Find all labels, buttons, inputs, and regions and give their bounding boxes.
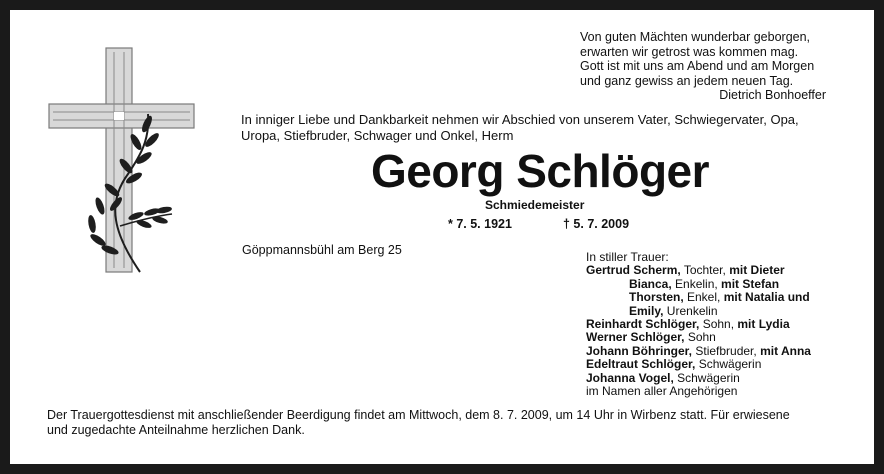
mourner-name: mit Dieter	[729, 263, 785, 278]
mourner-name: mit Stefan	[721, 276, 780, 291]
mourner-name: Thorsten,	[629, 290, 684, 305]
poem-line: erwarten wir getrost was kommen mag.	[580, 44, 799, 59]
mourner-relation: Enkel,	[683, 290, 724, 305]
mourner-row	[586, 305, 856, 318]
mourner-name: mit Anna	[760, 343, 811, 358]
poem-line: Von guten Mächten wunderbar geborgen,	[580, 30, 811, 44]
mourner-name: Bianca,	[629, 276, 672, 291]
mourner-name: Edeltraut Schlöger,	[586, 357, 696, 372]
intro-line: In inniger Liebe und Dankbarkeit nehmen wir Abschied von unserem Vater, Schwiegervater, Opa,	[241, 112, 799, 127]
mourner-row	[586, 331, 856, 344]
intro-text	[241, 112, 841, 144]
mourner-relation: Tochter,	[680, 263, 730, 278]
poem-author: Dietrich Bonhoeffer	[719, 88, 826, 102]
mourner-row	[586, 385, 856, 398]
footer-line: Der Trauergottesdienst mit anschließender Beerdigung findet am Mittwoch, dem 8. 7. 2009, um 14 Uhr in Wirbenz statt. Für erwiesene	[47, 408, 790, 422]
death-date: † 5. 7. 2009	[563, 217, 630, 231]
mourner-name: Johann Böhringer,	[586, 343, 693, 358]
poem-line: und ganz gewiss an jedem neuen Tag.	[580, 73, 794, 88]
mourner-row	[586, 318, 856, 331]
mourner-relation: Stiefbruder,	[692, 343, 761, 358]
deceased-name: Georg Schlöger	[370, 145, 710, 197]
footer-text	[47, 408, 847, 438]
mourner-relation: im Namen aller Angehörigen	[586, 384, 738, 399]
mourner-row	[586, 372, 856, 385]
poem-line: Gott ist mit uns am Abend und am Morgen	[580, 59, 815, 73]
mourners-heading: In stiller Trauer:	[586, 250, 669, 264]
cross-with-palm-branch-icon	[44, 44, 204, 276]
mourner-name: Emily,	[629, 303, 664, 318]
address: Göppmannsbühl am Berg 25	[242, 243, 402, 257]
deceased-profession: Schmiedemeister	[485, 198, 585, 212]
mourner-row	[586, 291, 856, 304]
mourner-row	[586, 278, 856, 291]
mourner-relation: Schwägerin	[695, 357, 762, 372]
mourners-list	[586, 251, 856, 398]
mourner-relation: Sohn,	[699, 317, 738, 332]
mourner-row	[586, 345, 856, 358]
mourner-relation: Schwägerin	[673, 370, 740, 385]
poem-block	[580, 30, 840, 103]
mourner-relation: Sohn	[684, 330, 716, 345]
cross-icon	[44, 44, 204, 276]
mourner-name: Gertrud Scherm,	[586, 263, 681, 278]
birth-date: * 7. 5. 1921	[448, 217, 512, 231]
mourner-rows	[586, 264, 856, 398]
mourner-name: Johanna Vogel,	[586, 370, 674, 385]
mourner-name: mit Natalia und	[723, 290, 810, 305]
mourner-name: Reinhardt Schlöger,	[586, 317, 700, 332]
footer-line: und zugedachte Anteilnahme herzlichen Dank.	[47, 423, 305, 437]
mourner-row	[586, 264, 856, 277]
mourner-relation: Urenkelin	[663, 303, 718, 318]
mourner-relation: Enkelin,	[671, 276, 722, 291]
mourner-row	[586, 358, 856, 371]
mourner-name: Werner Schlöger,	[586, 330, 685, 345]
intro-line: Uropa, Stiefbruder, Schwager und Onkel, Herm	[241, 128, 514, 143]
mourner-name: mit Lydia	[737, 317, 790, 332]
